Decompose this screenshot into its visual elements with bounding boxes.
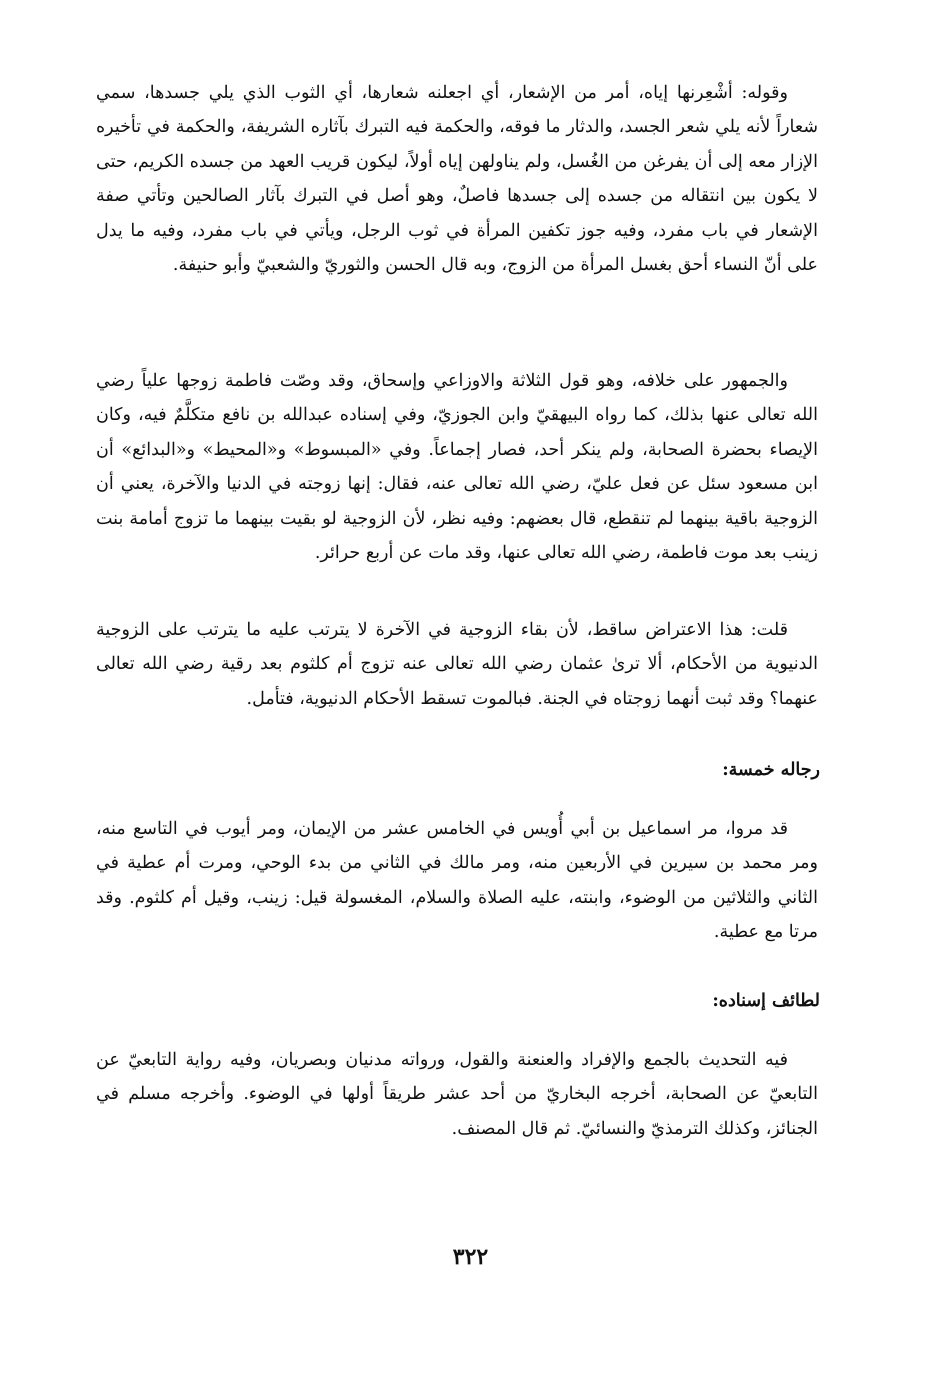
paragraph-isnad-subtleties: فيه التحديث بالجمع والإفراد والعنعنة والقول، ورواته مدنيان وبصريان، وفيه رواية التابعيّ عن التابعيّ عن الصحابة، أخرجه البخاريّ من أحد عشر طريقاً أولها في الوضوء. وأخرجه مسلم في الجنائز، وكذلك الترمذيّ والنسائيّ. ثم قال المصنف. <box>96 1050 818 1139</box>
heading-isnad-subtleties: لطائف إسناده: <box>712 991 820 1011</box>
paragraph-narrators: قد مروا، مر اسماعيل بن أبي أُويس في الخامس عشر من الإيمان، ومر أيوب في التاسع منه، ومر محمد بن سيرين في الأربعين منه، ومر مالك في الثاني من بدء الوحي، ومرت أم عطية في الثاني والثلاثين من الوضوء، وابنته، عليه الصلاة والسلام، المغسولة قيل: زينب، وقيل أم كلثوم. وقد مرتا مع عطية. <box>96 819 818 943</box>
page-number: ٣٢٢ <box>452 1244 489 1270</box>
paragraph-jumhur-opinion: والجمهور على خلافه، وهو قول الثلاثة والاوزاعي وإسحاق، وقد وصّت فاطمة زوجها علياً رضي الله تعالى عنها بذلك، كما رواه البيهقيّ وابن الجوزيّ، وفي إسناده عبدالله بن نافع متكلَّمٌ فيه، وكان الإيصاء بحضرة الصحابة، ولم ينكر أحد، فصار إجماعاً. وفي «المبسوط» و«المحيط» و«البدائع» أن ابن مسعود سئل عن فعل عليّ، رضي الله تعالى عنه، فقال: إنها زوجته في الدنيا والآخرة، يعني أن الزوجية باقية بينهما لم تنقطع، قال بعضهم: وفيه نظر، لأن الزوجية لو بقيت بينهما ما تزوج أمامة بنت زينب بعد موت فاطمة، رضي الله تعالى عنها، وقد مات عن أربع حرائر. <box>96 371 818 564</box>
heading-narrators: رجاله خمسة: <box>722 760 820 780</box>
paragraph-commentary-shiar: وقوله: أشْعِرنها إياه، أمر من الإشعار، أي اجعلنه شعارها، أي الثوب الذي يلي جسدها، سمي شعاراً لأنه يلي شعر الجسد، والدثار ما فوقه، والحكمة فيه التبرك بآثاره الشريفة، والحكمة في تأخيره الإزار معه إلى أن يفرغن من الغُسل، ولم يناولهن إياه أولاً، ليكون قريب العهد من جسده الكريم، حتى لا يكون بين انتقاله من جسده إلى جسدها فاصلٌ، وهو أصل في التبرك بآثار الصالحين وتأتي صفة الإشعار في باب مفرد، وفيه جوز تكفين المرأة في ثوب الرجل، ويأتي في باب مفرد، وفيه ما يدل على أنّ النساء أحق بغسل المرأة من الزوج، وبه قال الحسن والثوريّ والشعبيّ وأبو حنيفة. <box>96 83 818 276</box>
paragraph-objection-reply: قلت: هذا الاعتراض ساقط، لأن بقاء الزوجية في الآخرة لا يترتب عليه ما يترتب على الزوجية الدنيوية من الأحكام، ألا ترىٰ عثمان رضي الله تعالى عنه تزوج أم كلثوم بعد رقية رضي الله تعالى عنهما؟ وقد ثبت أنهما زوجتاه في الجنة. فبالموت تسقط الأحكام الدنيوية، فتأمل. <box>96 620 818 709</box>
